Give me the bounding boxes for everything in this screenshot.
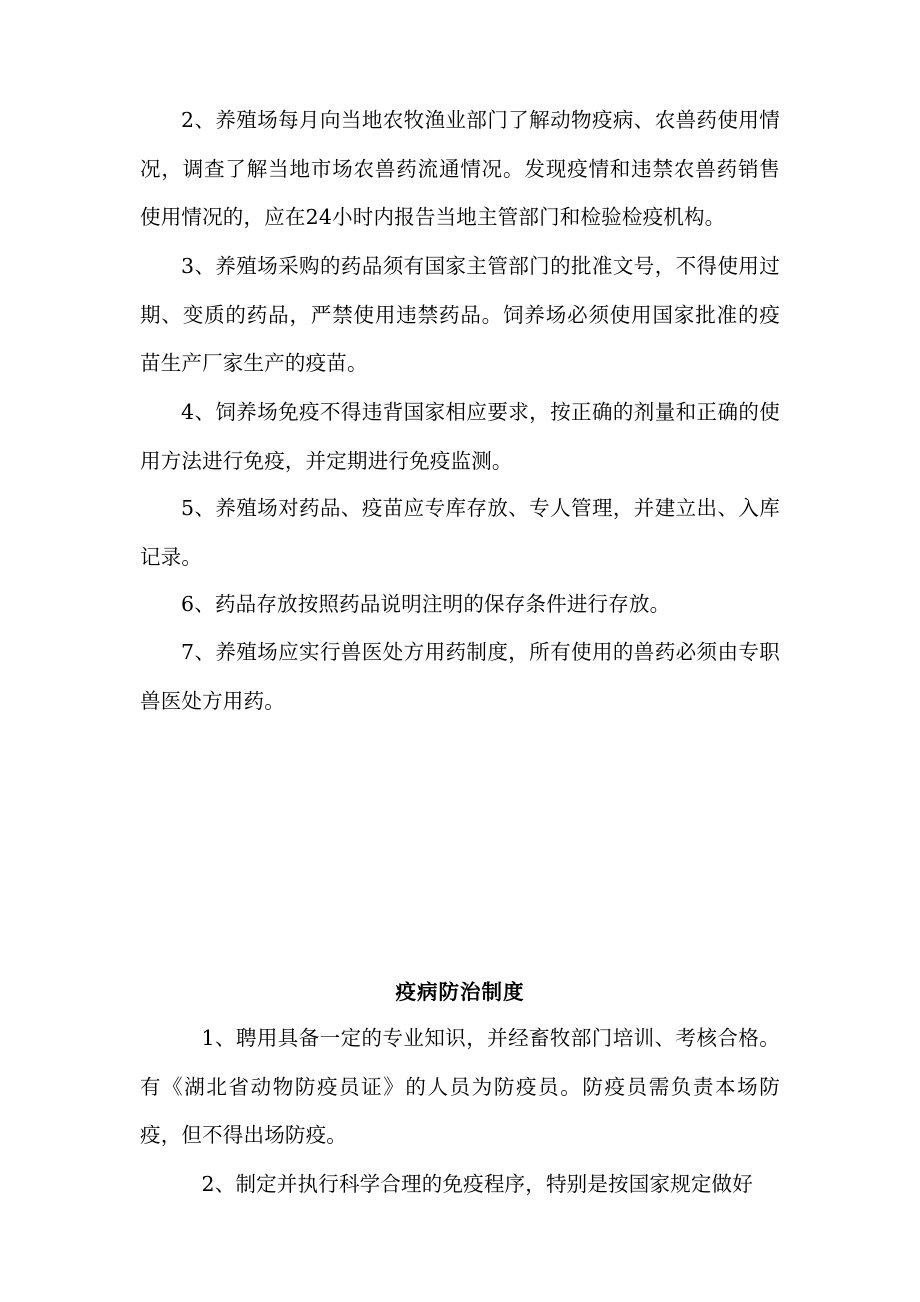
paragraph-item-6: 6、药品存放按照药品说明注明的保存条件进行存放。 <box>181 592 671 616</box>
paragraph-item-4: 4、饲养场免疫不得违背国家相应要求，按正确的剂量和正确的使用方法进行免疫，并定期进行免疫监测。 <box>140 400 780 473</box>
paragraph-item-2-truncated: 2、制定并执行科学合理的免疫程序，特别是按国家规定做好 <box>201 1172 753 1196</box>
paragraph-item-3: 3、养殖场采购的药品须有国家主管部门的批准文号，不得使用过期、变质的药品，严禁使用违禁药品。饲养场必须使用国家批准的疫苗生产厂家生产的疫苗。 <box>140 254 780 375</box>
section-title: 疫病防治制度 <box>395 980 525 1004</box>
paragraph-item-1: 1、聘用具备一定的专业知识，并经畜牧部门培训、考核合格。有《湖北省动物防疫员证》的人员为防疫员。防疫员需负责本场防疫，但不得出场防疫。 <box>140 1026 780 1147</box>
paragraph-item-2: 2、养殖场每月向当地农牧渔业部门了解动物疫病、农兽药使用情况，调查了解当地市场农兽药流通情况。发现疫情和违禁农兽药销售使用情况的，应在24小时内报告当地主管部门和检验检疫机构。 <box>140 108 780 229</box>
paragraph-item-5: 5、养殖场对药品、疫苗应专库存放、专人管理，并建立出、入库记录。 <box>140 496 780 569</box>
paragraph-item-7: 7、养殖场应实行兽医处方用药制度，所有使用的兽药必须由专职兽医处方用药。 <box>140 640 780 713</box>
